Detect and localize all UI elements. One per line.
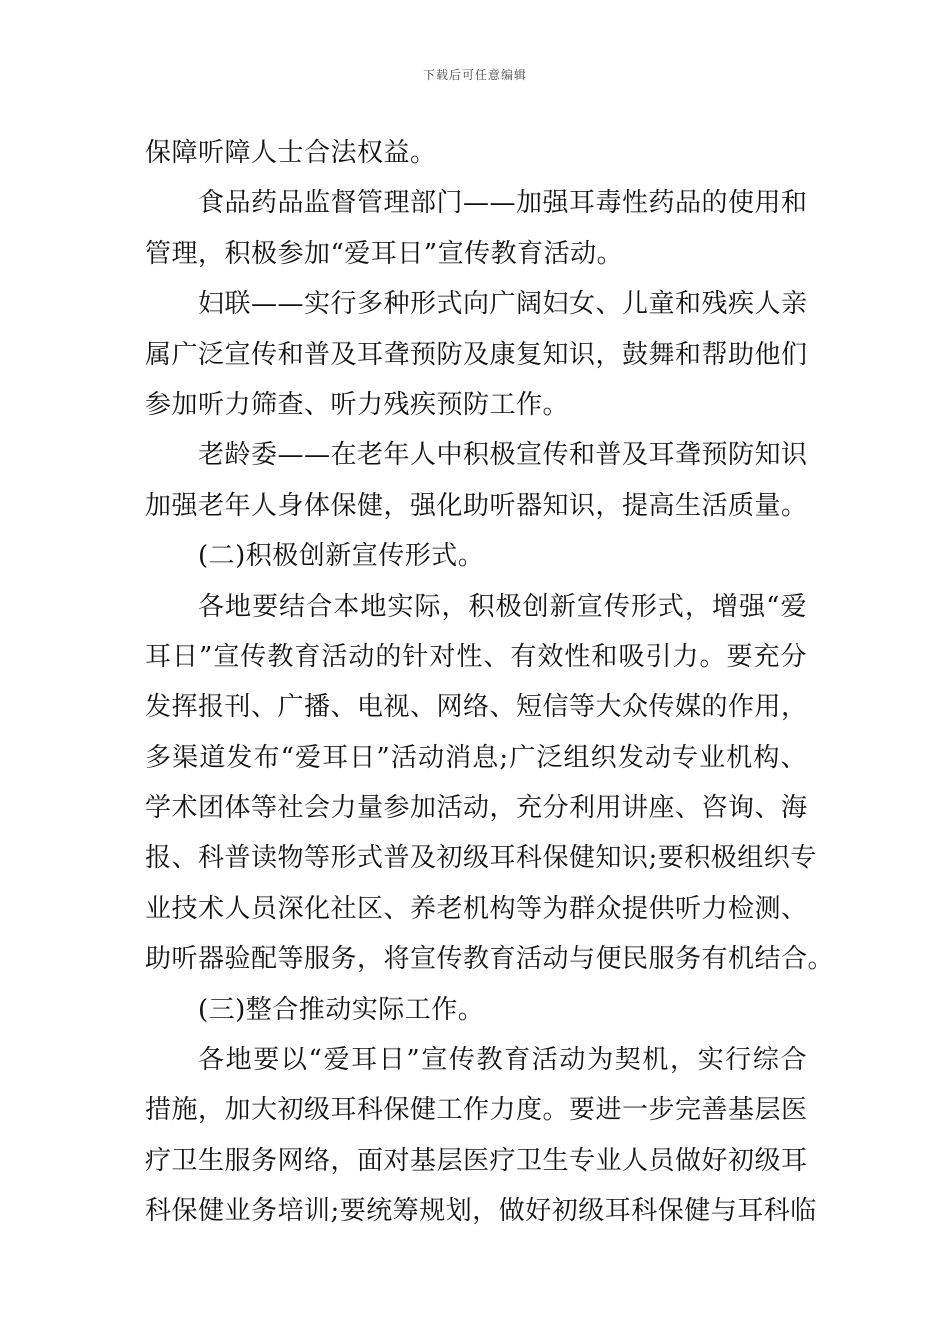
text-line: 发挥报刊、广播、电视、网络、短信等大众传媒的作用， [145,692,808,723]
text-line: 各地要以“爱耳日”宣传教育活动为契机，实行综合 [198,1045,807,1076]
text-line: 多渠道发布“爱耳日”活动消息;广泛组织发动专业机构、 [145,742,807,773]
page-header-note: 下载后可任意编辑 [422,68,527,82]
text-line: 业技术人员深化社区、养老机构等为群众提供听力检测、 [145,893,808,924]
text-line: 各地要结合本地实际，积极创新宣传形式，增强“爱 [198,591,807,622]
text-line: 加强老年人身体保健，强化助听器知识，提高生活质量。 [145,490,808,521]
text-line: 措施，加大初级耳科保健工作力度。要进一步完善基层医 [145,1095,808,1126]
text-line: 妇联——实行多种形式向广阔妇女、儿童和残疾人亲 [198,289,808,320]
text-line: 疗卫生服务网络，面对基层医疗卫生专业人员做好初级耳 [145,1145,808,1176]
text-line: 耳日”宣传教育活动的针对性、有效性和吸引力。要充分 [145,641,807,672]
document-body [145,128,835,1237]
text-line: 保障听障人士合法权益。 [145,138,437,168]
text-line: (三)整合推动实际工作。 [198,994,485,1025]
text-line: 老龄委——在老年人中积极宣传和普及耳聋预防知识 [198,440,808,471]
text-line: 管理，积极参加“爱耳日”宣传教育活动。 [145,238,624,269]
text-line: 属广泛宣传和普及耳聋预防及康复知识，鼓舞和帮助他们 [145,339,808,370]
text-line: 科保健业务培训;要统筹规划，做好初级耳科保健与耳科临 [145,1196,817,1227]
text-line: 食品药品监督管理部门——加强耳毒性药品的使用和 [198,188,808,219]
text-line: 报、科普读物等形式普及初级耳科保健知识;要积极组织专 [145,843,817,874]
text-line: 参加听力筛查、听力残疾预防工作。 [145,389,570,420]
text-line: 助听器验配等服务，将宣传教育活动与便民服务有机结合。 [145,944,835,975]
text-line: (二)积极创新宣传形式。 [198,541,485,572]
text-line: 学术团体等社会力量参加活动，充分利用讲座、咨询、海 [145,793,808,824]
